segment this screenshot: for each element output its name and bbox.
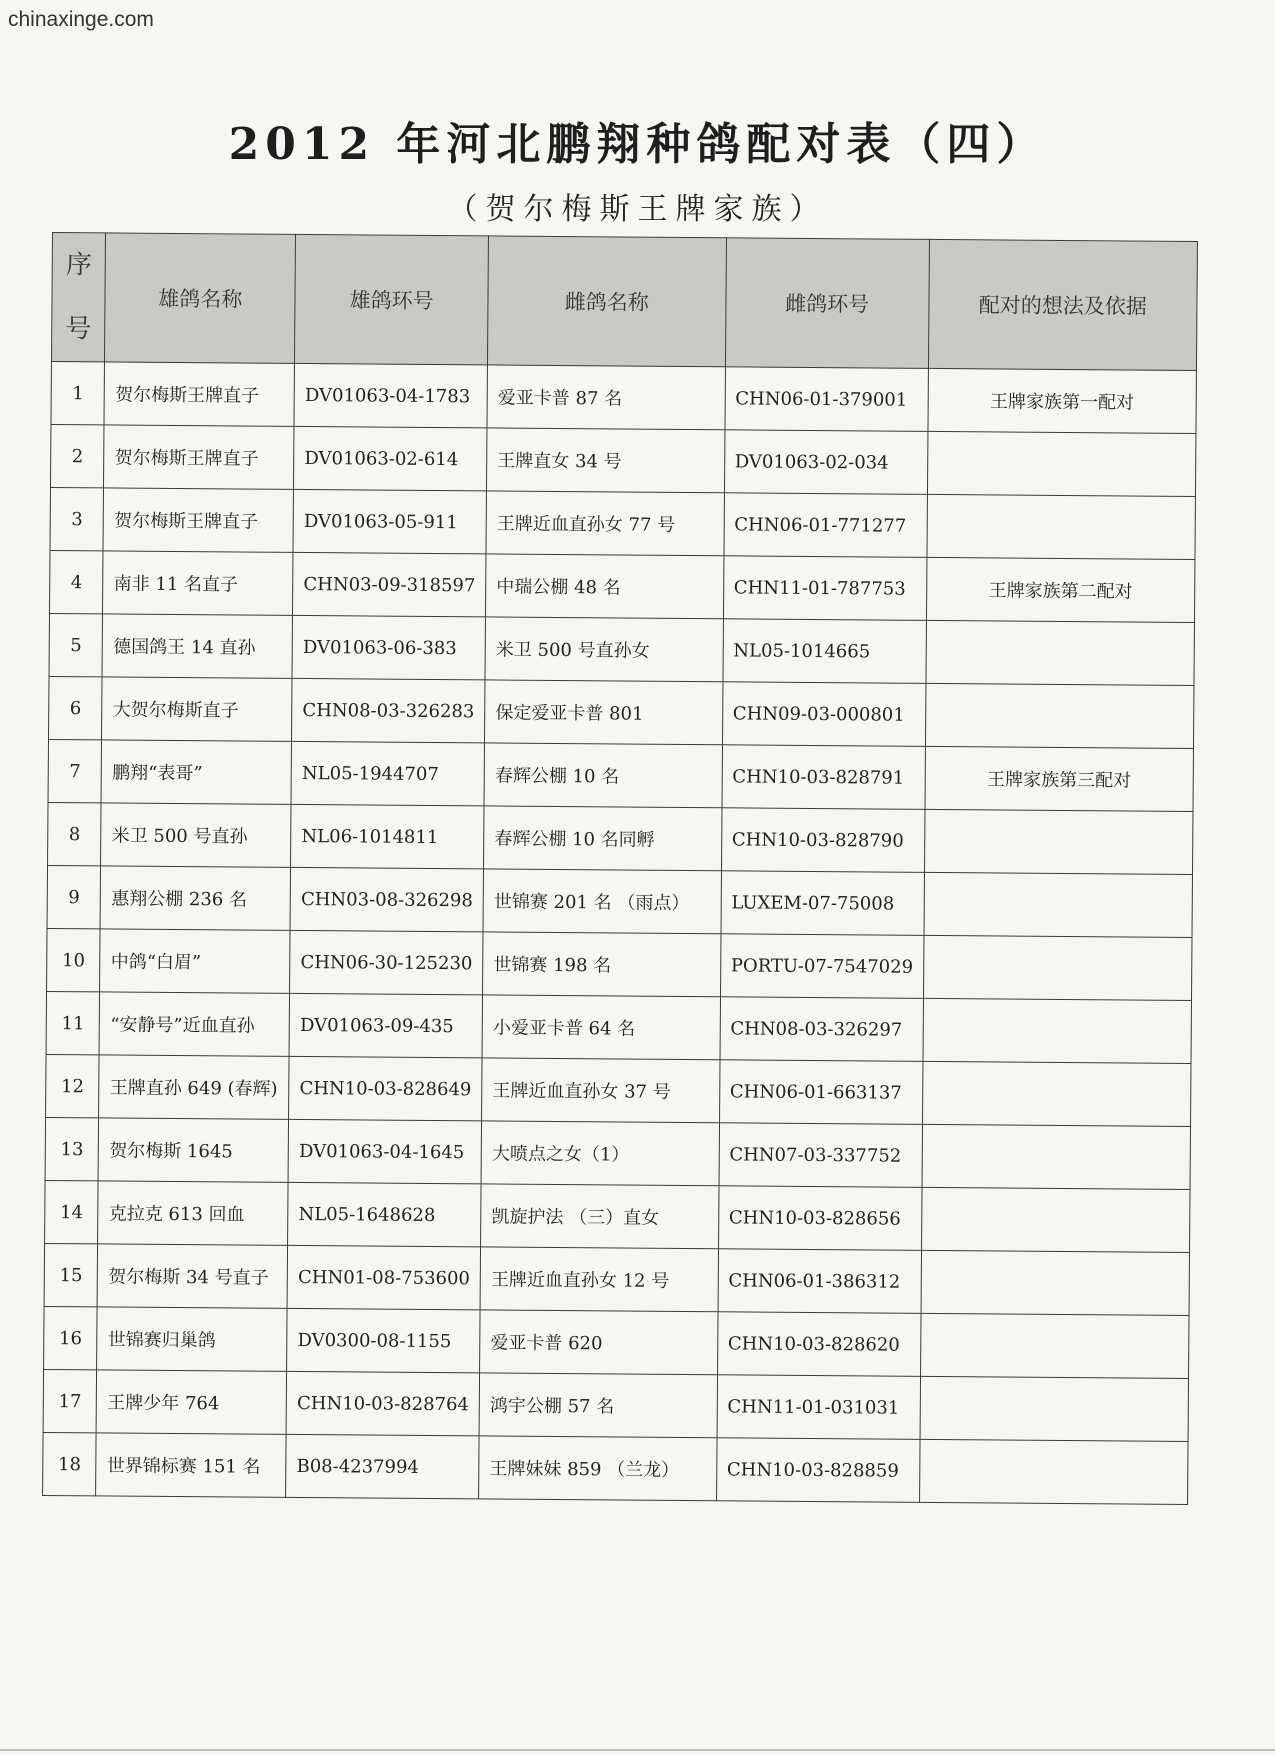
- cell-female-name: 世锦赛 198 名: [483, 932, 721, 997]
- cell-male-ring: NL06-1014811: [291, 804, 484, 869]
- cell-male-ring: DV01063-05-911: [293, 489, 486, 554]
- table-row: [48, 802, 1193, 874]
- table-row: [43, 1369, 1188, 1441]
- cell-female-name: 米卫 500 号直孙女: [485, 617, 723, 682]
- cell-note: [926, 620, 1195, 685]
- cell-seq: 1: [51, 361, 105, 424]
- cell-note: 王牌家族第二配对: [926, 557, 1195, 622]
- cell-female-ring: CHN11-01-031031: [717, 1375, 921, 1440]
- cell-male-name: “安静号”近血直孙: [100, 992, 290, 1056]
- cell-male-name: 贺尔梅斯王牌直子: [104, 362, 294, 426]
- cell-female-name: 王牌近血直孙女 37 号: [482, 1058, 720, 1123]
- cell-male-name: 德国鸽王 14 直孙: [102, 614, 292, 678]
- cell-male-name: 王牌少年 764: [97, 1370, 287, 1434]
- cell-note: [925, 683, 1194, 748]
- header-male-ring: 雄鸽环号: [295, 234, 489, 365]
- cell-female-ring: DV01063-02-034: [724, 430, 928, 495]
- cell-male-ring: DV01063-06-383: [292, 615, 485, 680]
- cell-female-ring: CHN10-03-828656: [718, 1186, 922, 1251]
- cell-seq: 13: [45, 1117, 99, 1180]
- cell-female-ring: CHN10-03-828859: [716, 1438, 920, 1503]
- cell-female-name: 王牌直女 34 号: [487, 428, 725, 493]
- cell-female-name: 王牌近血直孙女 12 号: [480, 1247, 718, 1312]
- cell-seq: 2: [50, 424, 104, 487]
- cell-female-name: 中瑞公棚 48 名: [486, 554, 724, 619]
- table-row: [51, 361, 1196, 433]
- cell-note: [922, 1061, 1191, 1126]
- cell-female-name: 王牌近血直孙女 77 号: [486, 491, 724, 556]
- cell-female-name: 爱亚卡普 87 名: [487, 365, 725, 430]
- cell-note: [922, 1124, 1191, 1189]
- cell-seq: 16: [44, 1306, 98, 1369]
- cell-female-ring: CHN11-01-787753: [723, 556, 927, 621]
- cell-male-name: 贺尔梅斯 34 号直子: [98, 1244, 288, 1308]
- cell-note: [919, 1439, 1188, 1504]
- table-row: [50, 550, 1195, 622]
- cell-female-ring: CHN06-01-771277: [724, 493, 928, 558]
- cell-female-ring: CHN07-03-337752: [719, 1123, 923, 1188]
- cell-note: 王牌家族第三配对: [925, 746, 1194, 811]
- header-seq: [51, 233, 105, 362]
- cell-female-ring: CHN10-03-828790: [721, 808, 925, 873]
- table-row: [44, 1243, 1189, 1315]
- cell-seq: 18: [43, 1432, 97, 1495]
- cell-female-ring: CHN10-03-828620: [717, 1312, 921, 1377]
- table-row: [47, 865, 1192, 937]
- cell-note: [927, 431, 1196, 496]
- cell-male-ring: DV0300-08-1155: [287, 1308, 480, 1373]
- cell-seq: 15: [44, 1243, 98, 1306]
- cell-female-ring: CHN06-01-663137: [719, 1060, 923, 1125]
- cell-female-ring: CHN06-01-386312: [718, 1249, 922, 1314]
- table-body: [43, 361, 1197, 1504]
- cell-male-name: 惠翔公棚 236 名: [100, 866, 290, 930]
- cell-female-name: 春辉公棚 10 名: [484, 743, 722, 808]
- cell-male-name: 鹏翔“表哥”: [101, 740, 291, 804]
- cell-note: [921, 1187, 1190, 1252]
- cell-male-name: 克拉克 613 回血: [98, 1181, 288, 1245]
- table-row: [46, 991, 1191, 1063]
- cell-female-ring: CHN09-03-000801: [722, 682, 926, 747]
- cell-male-name: 大贺尔梅斯直子: [102, 677, 292, 741]
- cell-seq: 8: [48, 802, 102, 865]
- cell-male-ring: CHN01-08-753600: [287, 1245, 480, 1310]
- cell-male-ring: CHN03-08-326298: [290, 867, 483, 932]
- header-note: 配对的想法及依据: [928, 239, 1197, 370]
- cell-male-ring: DV01063-02-614: [294, 426, 487, 491]
- pairing-table: [42, 232, 1198, 1505]
- cell-male-ring: CHN10-03-828649: [289, 1056, 482, 1121]
- cell-male-name: 南非 11 名直子: [103, 551, 293, 615]
- cell-male-name: 世锦赛归巢鸽: [97, 1307, 287, 1371]
- cell-note: [924, 872, 1193, 937]
- cell-female-name: 王牌妹妹 859 （兰龙）: [479, 1436, 717, 1501]
- table-row: [45, 1180, 1190, 1252]
- page-bottom-edge: [0, 1749, 1275, 1751]
- cell-seq: 10: [47, 928, 101, 991]
- cell-seq: 3: [50, 487, 104, 550]
- header-male-name: 雄鸽名称: [105, 233, 296, 363]
- cell-male-ring: DV01063-04-1645: [288, 1119, 481, 1184]
- cell-male-name: 贺尔梅斯 1645: [99, 1118, 289, 1182]
- cell-seq: 7: [48, 739, 102, 802]
- cell-male-ring: CHN06-30-125230: [290, 930, 483, 995]
- cell-seq: 9: [47, 865, 101, 928]
- cell-note: [923, 935, 1192, 1000]
- cell-seq: 5: [49, 613, 103, 676]
- cell-male-ring: CHN08-03-326283: [292, 678, 485, 743]
- cell-female-name: 世锦赛 201 名 （雨点）: [483, 869, 721, 934]
- cell-note: [920, 1313, 1189, 1378]
- cell-female-ring: LUXEM-07-75008: [721, 871, 925, 936]
- table-row: [50, 424, 1195, 496]
- cell-male-ring: CHN03-09-318597: [293, 552, 486, 617]
- cell-male-ring: CHN10-03-828764: [286, 1371, 479, 1436]
- table-row: [45, 1117, 1190, 1189]
- page-subtitle: （贺尔梅斯王牌家族）: [447, 192, 828, 227]
- table-row: [44, 1306, 1189, 1378]
- cell-male-ring: NL05-1648628: [288, 1182, 481, 1247]
- table-row: [47, 928, 1192, 1000]
- cell-note: 王牌家族第一配对: [928, 368, 1197, 433]
- cell-note: [924, 809, 1193, 874]
- table-row: [43, 1432, 1188, 1504]
- cell-seq: 4: [50, 550, 104, 613]
- header-female-name: 雌鸽名称: [488, 236, 726, 367]
- cell-female-ring: CHN10-03-828791: [722, 745, 926, 810]
- cell-male-name: 米卫 500 号直孙: [101, 803, 291, 867]
- table-row: [48, 739, 1193, 811]
- cell-male-ring: B08-4237994: [286, 1434, 479, 1499]
- cell-seq: 12: [46, 1054, 100, 1117]
- cell-female-name: 春辉公棚 10 名同孵: [484, 806, 722, 871]
- cell-female-ring: PORTU-07-7547029: [720, 934, 924, 999]
- cell-male-name: 世界锦标赛 151 名: [96, 1433, 286, 1497]
- header-seq-bottom: 号: [65, 314, 92, 345]
- cell-male-name: 贺尔梅斯王牌直子: [104, 425, 294, 489]
- page-title: 2012 年河北鹏翔种鸽配对表（四）: [228, 119, 1047, 170]
- site-watermark: chinaxinge.com: [8, 8, 154, 31]
- cell-seq: 17: [43, 1369, 97, 1432]
- cell-seq: 6: [49, 676, 103, 739]
- cell-seq: 14: [45, 1180, 99, 1243]
- table-row: [49, 676, 1194, 748]
- table-header-row: [51, 233, 1197, 371]
- cell-seq: 11: [46, 991, 100, 1054]
- header-seq-top: 序: [65, 250, 93, 281]
- cell-note: [920, 1376, 1189, 1441]
- cell-female-ring: CHN06-01-379001: [725, 367, 929, 432]
- table-row: [50, 487, 1195, 559]
- cell-note: [923, 998, 1192, 1063]
- cell-male-name: 贺尔梅斯王牌直子: [103, 488, 293, 552]
- cell-note: [927, 494, 1196, 559]
- cell-male-ring: DV01063-09-435: [289, 993, 482, 1058]
- cell-female-name: 鸿宇公棚 57 名: [479, 1373, 717, 1438]
- cell-note: [921, 1250, 1190, 1315]
- cell-male-ring: DV01063-04-1783: [294, 363, 487, 428]
- cell-female-ring: NL05-1014665: [723, 619, 927, 684]
- cell-female-name: 小爱亚卡普 64 名: [482, 995, 720, 1060]
- table-row: [49, 613, 1194, 685]
- cell-female-name: 凯旋护法 （三）直女: [481, 1184, 719, 1249]
- cell-male-ring: NL05-1944707: [291, 741, 484, 806]
- cell-female-name: 爱亚卡普 620: [480, 1310, 718, 1375]
- header-female-ring: 雌鸽环号: [725, 238, 929, 369]
- cell-male-name: 王牌直孙 649 (春辉): [99, 1055, 289, 1119]
- table-row: [46, 1054, 1191, 1126]
- cell-female-ring: CHN08-03-326297: [720, 997, 924, 1062]
- cell-female-name: 大喷点之女（1）: [481, 1121, 719, 1186]
- cell-male-name: 中鸽“白眉”: [100, 929, 290, 993]
- cell-female-name: 保定爱亚卡普 801: [485, 680, 723, 745]
